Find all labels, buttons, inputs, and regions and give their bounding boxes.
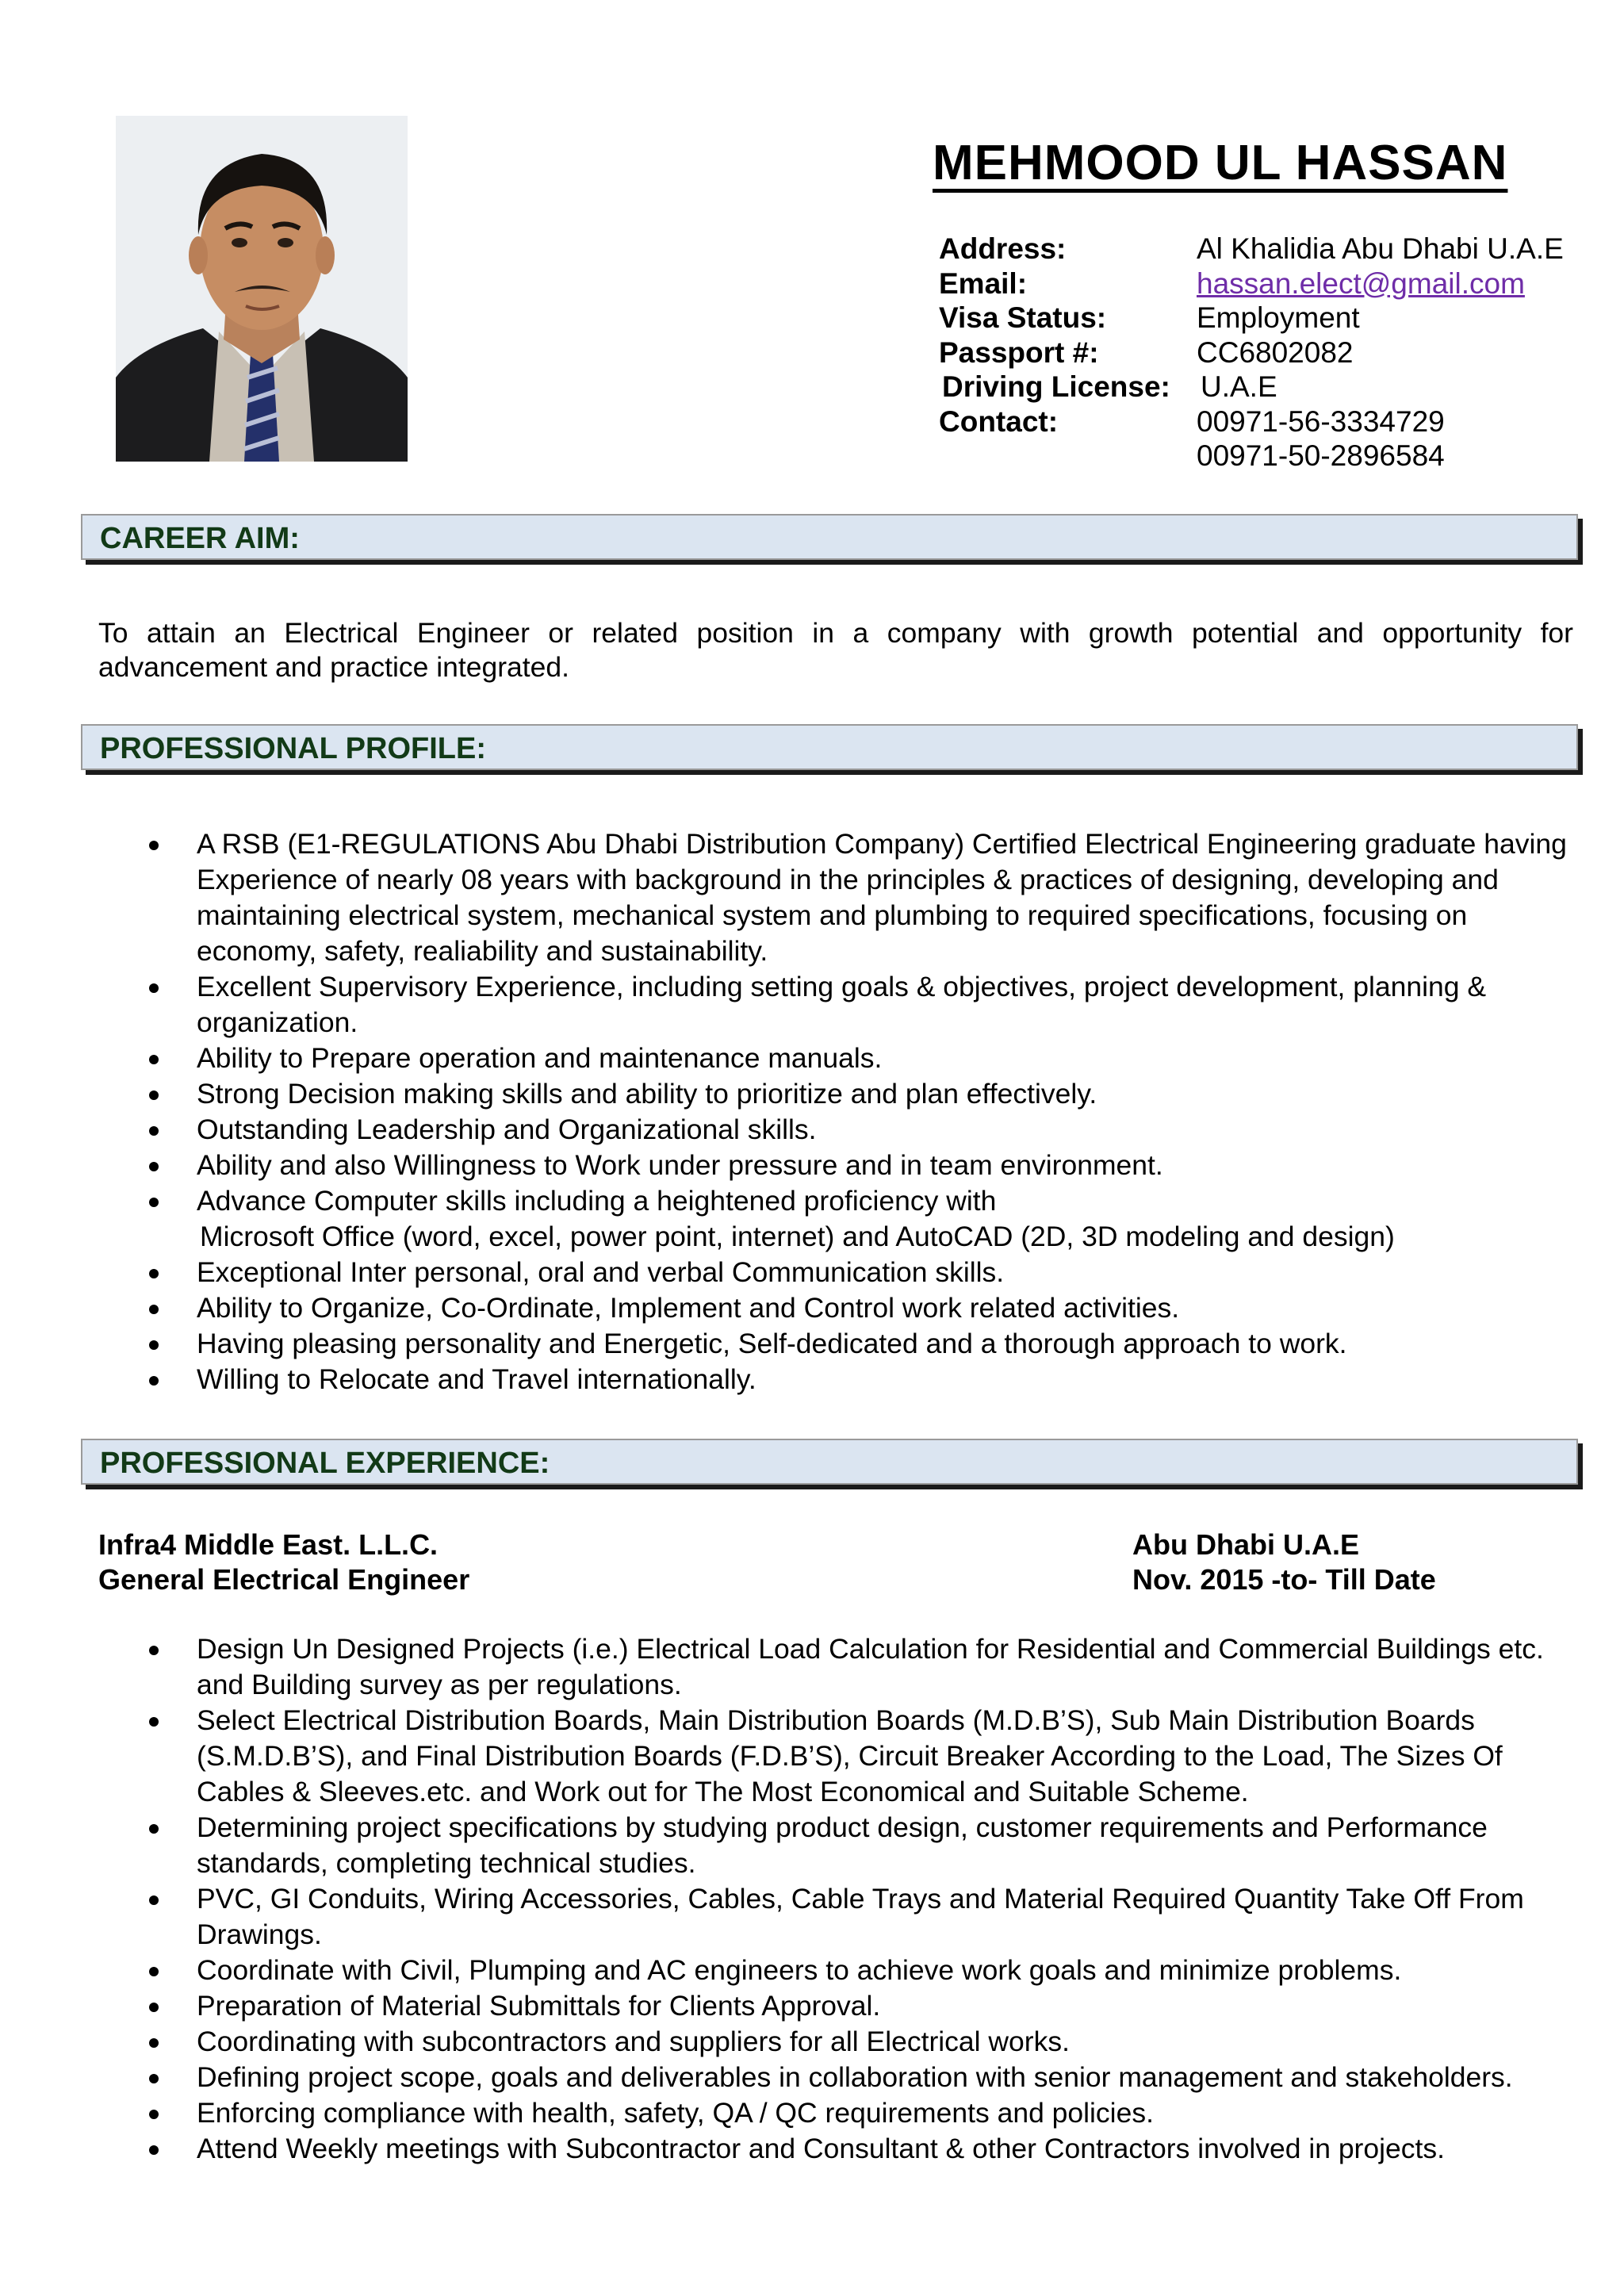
- contact-phone-1: 00971-56-3334729: [1197, 404, 1445, 438]
- job-location: Abu Dhabi U.A.E: [1132, 1528, 1359, 1561]
- job-period: Nov. 2015 -to- Till Date: [1132, 1563, 1436, 1596]
- license-label: Driving License:: [942, 370, 1170, 403]
- career-aim-text: To attain an Electrical Engineer or related position in a company with growth potential and opportunity for advancement and practice integrated.: [98, 617, 1573, 683]
- contact-phone-2: 00971-50-2896584: [1197, 439, 1445, 472]
- job-company-row: [98, 1527, 1573, 1562]
- email-label: Email:: [939, 266, 1028, 300]
- profile-heading: [81, 724, 1578, 770]
- experience-list: [98, 1631, 1581, 2167]
- job-header: [98, 1527, 1573, 1597]
- profile-photo: [116, 116, 408, 462]
- list-item: Coordinate with Civil, Plumping and AC engineers to achieve work goals and minimize problems.: [98, 1953, 1581, 1988]
- list-item: Preparation of Material Submittals for Clients Approval.: [98, 1988, 1581, 2024]
- experience-heading: [81, 1439, 1578, 1485]
- computer-skills-text: Advance Computer skills including a heightened proficiency with: [197, 1185, 997, 1217]
- list-item: Exceptional Inter personal, oral and verbal Communication skills.: [98, 1255, 1581, 1290]
- profile-list: [98, 826, 1581, 1397]
- list-item: Coordinating with subcontractors and suppliers for all Electrical works.: [98, 2024, 1581, 2060]
- list-item: Excellent Supervisory Experience, including setting goals & objectives, project development, planning & organization.: [98, 969, 1581, 1041]
- list-item: Determining project specifications by studying product design, customer requirements and Performance standards, completing technical studies.: [98, 1810, 1581, 1881]
- list-item: Ability and also Willingness to Work under pressure and in team environment.: [98, 1148, 1581, 1183]
- license-value: U.A.E: [1201, 370, 1277, 403]
- profile-title: PROFESSIONAL PROFILE:: [100, 732, 487, 765]
- address-label: Address:: [939, 232, 1067, 265]
- list-item: Attend Weekly meetings with Subcontractor and Consultant & other Contractors involved in projects.: [98, 2131, 1581, 2167]
- list-item: PVC, GI Conduits, Wiring Accessories, Cables, Cable Trays and Material Required Quantity Take Off From Drawings.: [98, 1881, 1581, 1953]
- address-value: Al Khalidia Abu Dhabi U.A.E: [1197, 232, 1564, 265]
- list-item: Having pleasing personality and Energetic, Self-dedicated and a thorough approach to work.: [98, 1326, 1581, 1362]
- passport-value: CC6802082: [1197, 335, 1354, 369]
- list-item: Ability to Prepare operation and maintenance manuals.: [98, 1041, 1581, 1076]
- list-item: Defining project scope, goals and deliverables in collaboration with senior management and stakeholders.: [98, 2060, 1581, 2095]
- list-item: Enforcing compliance with health, safety, QA / QC requirements and policies.: [98, 2095, 1581, 2131]
- company-name: Infra4 Middle East. L.L.C.: [98, 1528, 439, 1561]
- list-item: Design Un Designed Projects (i.e.) Electrical Load Calculation for Residential and Commercial Buildings etc. and Building survey as per regulations.: [98, 1631, 1581, 1703]
- list-item: Strong Decision making skills and ability to prioritize and plan effectively.: [98, 1076, 1581, 1112]
- job-title: General Electrical Engineer: [98, 1563, 470, 1596]
- computer-skills-continuation: Microsoft Office (word, excel, power point, internet) and AutoCAD (2D, 3D modeling and design): [200, 1221, 1395, 1252]
- career-aim-heading: [81, 514, 1578, 560]
- candidate-name: MEHMOOD UL HASSAN: [933, 136, 1508, 190]
- email-link[interactable]: hassan.elect@gmail.com: [1197, 266, 1525, 300]
- career-aim-title: CAREER AIM:: [100, 522, 300, 555]
- list-item: A RSB (E1-REGULATIONS Abu Dhabi Distribution Company) Certified Electrical Engineering graduate having Experience of nearly 08 years with background in the principles & practices of designing, developing and maintaining electrical system, mechanical system and plumbing to required specifications, focusing on economy, safety, realiability and sustainability.: [98, 826, 1581, 969]
- list-item: Willing to Relocate and Travel internationally.: [98, 1362, 1581, 1397]
- list-item: [98, 1183, 1581, 1255]
- list-item: Ability to Organize, Co-Ordinate, Implement and Control work related activities.: [98, 1290, 1581, 1326]
- contact-label: Contact:: [939, 404, 1059, 438]
- list-item: Select Electrical Distribution Boards, Main Distribution Boards (M.D.B’S), Sub Main Distribution Boards (S.M.D.B’S), and Final Distribution Boards (F.D.B’S), Circuit Breaker According to the Load, The Sizes Of Cables & Sleeves.etc. and Work out for The Most Economical and Suitable Scheme.: [98, 1703, 1581, 1810]
- visa-label: Visa Status:: [939, 301, 1107, 334]
- list-item: Outstanding Leadership and Organizational skills.: [98, 1112, 1581, 1148]
- visa-value: Employment: [1197, 301, 1360, 334]
- job-title-row: [98, 1562, 1573, 1597]
- passport-label: Passport #:: [939, 335, 1099, 369]
- experience-title: PROFESSIONAL EXPERIENCE:: [100, 1447, 550, 1480]
